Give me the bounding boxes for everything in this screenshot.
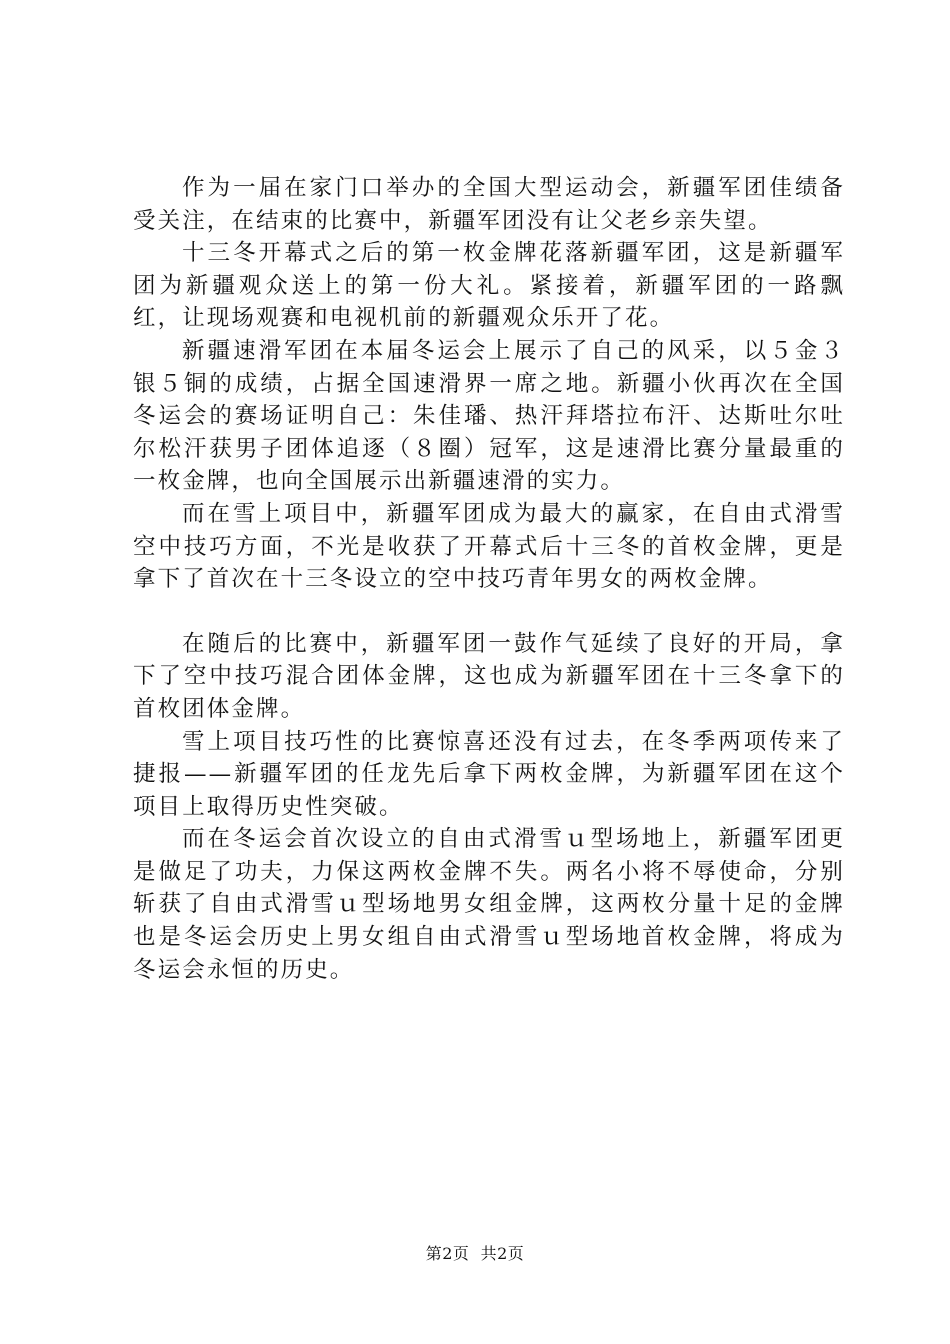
paragraph-6: 雪上项目技巧性的比赛惊喜还没有过去，在冬季两项传来了捷报——新疆军团的任龙先后拿下两枚金牌，为新疆军团在这个项目上取得历史性突破。: [133, 728, 845, 820]
body-text: [133, 172, 845, 986]
paragraph-3: 新疆速滑军团在本届冬运会上展示了自己的风采，以５金３银５铜的成绩，占据全国速滑界一席之地。新疆小伙再次在全国冬运会的赛场证明自己：朱佳璠、热汗拜塔拉布汗、达斯吐尔吐尔松汗获男子团体追逐（８圈）冠军，这是速滑比赛分量最重的一枚金牌，也向全国展示出新疆速滑的实力。: [133, 337, 845, 495]
page-footer: 第2页 共2页: [425, 1244, 525, 1263]
paragraph-4: 而在雪上项目中，新疆军团成为最大的赢家，在自由式滑雪空中技巧方面，不光是收获了开幕式后十三冬的首枚金牌，更是拿下了首次在十三冬设立的空中技巧青年男女的两枚金牌。: [133, 500, 845, 593]
paragraph-5: 在随后的比赛中，新疆军团一鼓作气延续了良好的开局，拿下了空中技巧混合团体金牌，这也成为新疆军团在十三冬拿下的首枚团体金牌。: [133, 630, 845, 722]
paragraph-2: 十三冬开幕式之后的第一枚金牌花落新疆军团，这是新疆军团为新疆观众送上的第一份大礼。紧接着，新疆军团的一路飘红，让现场观赛和电视机前的新疆观众乐开了花。: [133, 240, 845, 332]
paragraph-1: 作为一届在家门口举办的全国大型运动会，新疆军团佳绩备受关注，在结束的比赛中，新疆军团没有让父老乡亲失望。: [133, 175, 845, 234]
paragraph-7: 而在冬运会首次设立的自由式滑雪ｕ型场地上，新疆军团更是做足了功夫，力保这两枚金牌不失。两名小将不辱使命，分别斩获了自由式滑雪ｕ型场地男女组金牌，这两枚分量十足的金牌也是冬运会历史上男女组自由式滑雪ｕ型场地首枚金牌，将成为冬运会永恒的历史。: [133, 826, 845, 983]
